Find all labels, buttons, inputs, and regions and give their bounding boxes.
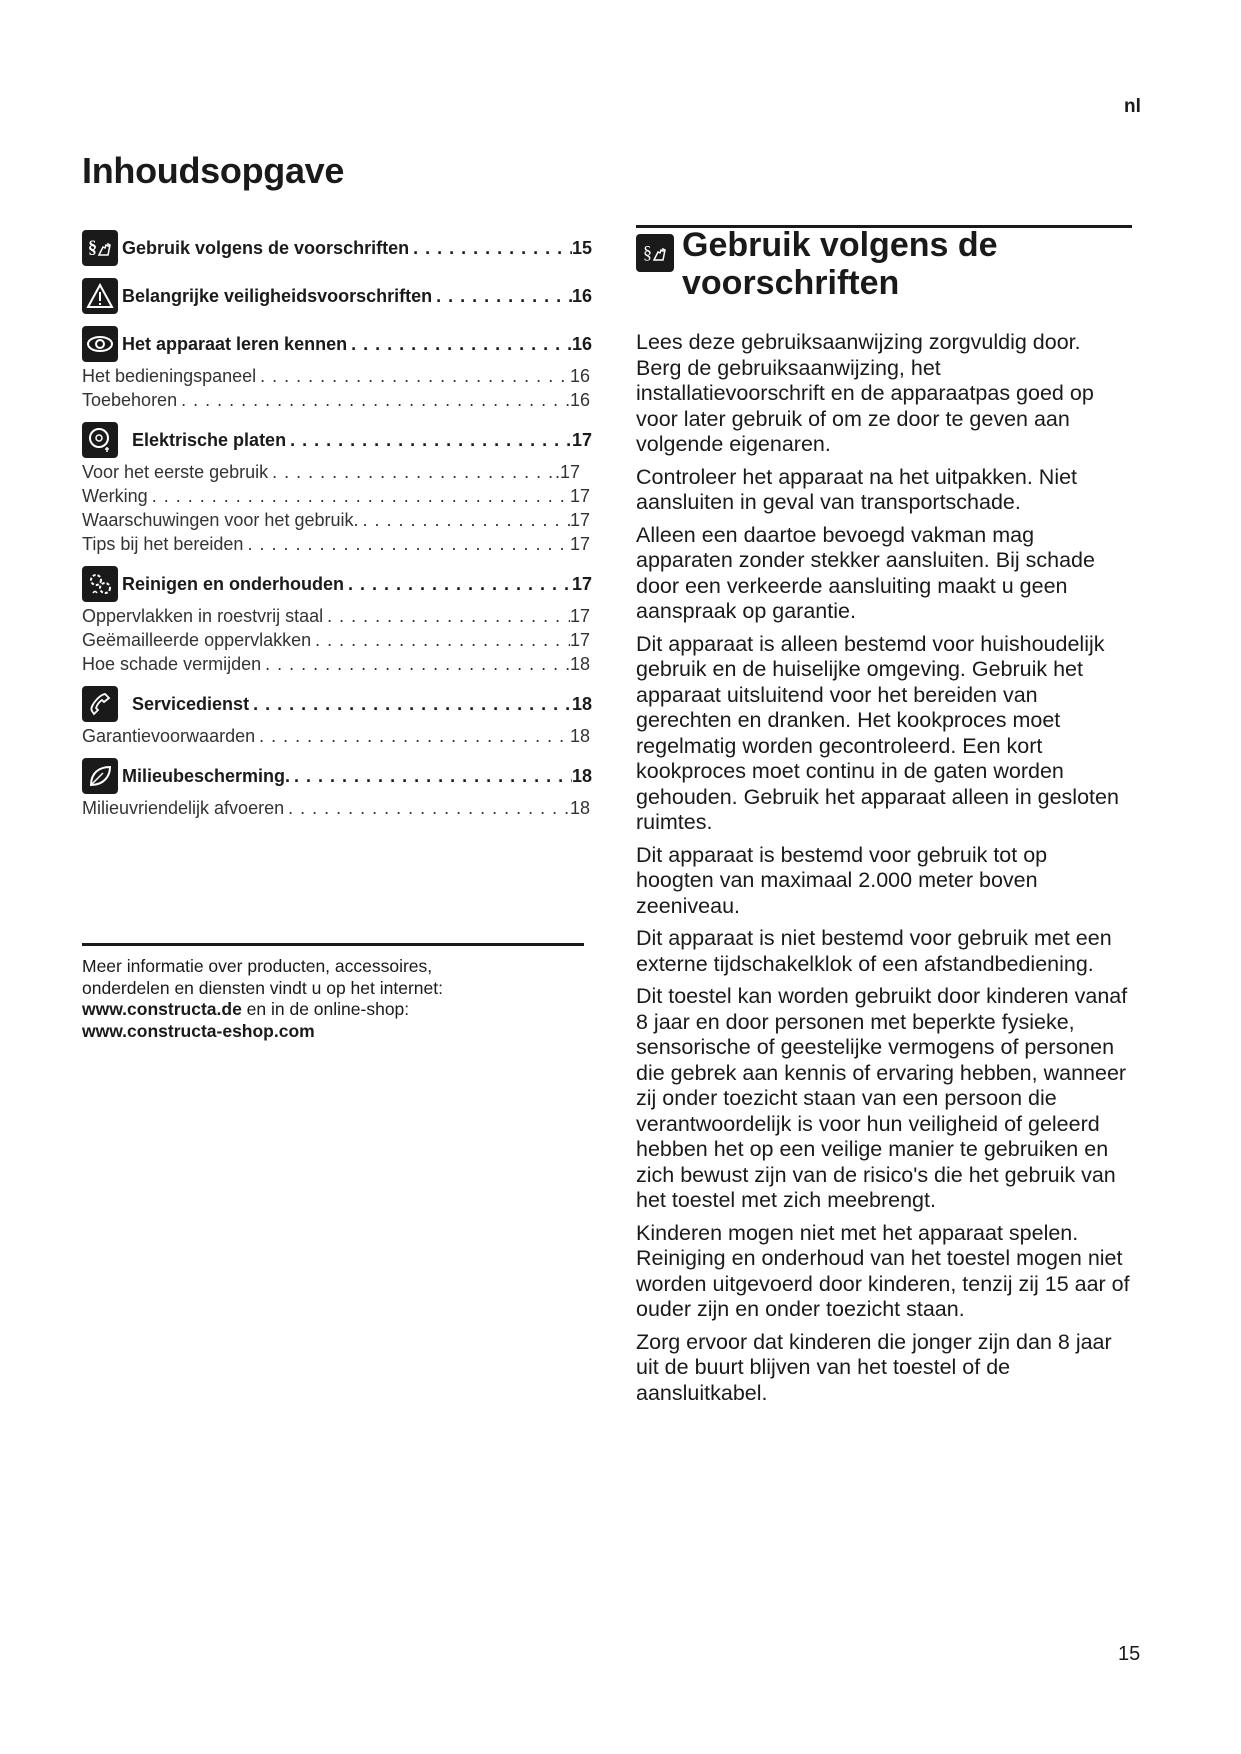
table-of-contents [82, 150, 592, 828]
paragraph: Zorg ervoor dat kinderen die jonger zijn dan 8 jaar uit de buurt blijven van het toestel of de aansluitkabel. [636, 1329, 1112, 1405]
toc-section[interactable] [82, 324, 592, 412]
svg-text:§: § [643, 242, 652, 262]
toc-page-number: 18 [571, 693, 592, 714]
section-hand-icon [82, 230, 118, 266]
paragraph: Dit apparaat is bestemd voor gebruik tot op hoogten van maximaal 2.000 meter boven zeeniveau. [636, 842, 1048, 918]
toc-subentry[interactable]: Hoe schade vermijden . . . 18 [82, 652, 590, 676]
toc-section[interactable] [82, 276, 592, 316]
svg-text:§: § [88, 237, 97, 257]
toc-page-number: 17 [571, 573, 592, 594]
toc-subentry[interactable]: Garantievoorwaarden . . . 18 [82, 724, 590, 748]
toc-entry-title[interactable]: Belangrijke veiligheidsvoorschriften [122, 285, 433, 306]
toc-page-number: 15 [571, 237, 592, 258]
eye-icon [82, 326, 118, 362]
phone-service-icon [82, 686, 118, 722]
section-hand-icon [636, 234, 674, 272]
section-body [636, 330, 1130, 1406]
leaf-icon [82, 758, 118, 794]
section-title: Gebruik volgens de voorschriften [682, 226, 998, 302]
paragraph: Dit apparaat is niet bestemd voor gebruik met een externe tijdschakelklok of een afstandbediening. [636, 926, 1112, 976]
toc-subentry[interactable]: Toebehoren . . . 16 [82, 388, 590, 412]
toc-entry-title[interactable]: Milieubescherming. [122, 765, 291, 786]
toc-section[interactable] [82, 684, 592, 748]
toc-section[interactable] [82, 420, 592, 556]
toc-entry-title[interactable]: Gebruik volgens de voorschriften [122, 237, 410, 258]
toc-page-number: 16 [571, 333, 592, 354]
warning-triangle-icon [82, 278, 118, 314]
toc-subentry[interactable]: Geëmailleerde oppervlakken . . . 17 [82, 628, 590, 652]
toc-subentry[interactable]: Oppervlakken in roestvrij staal . . . 17 [82, 604, 590, 628]
paragraph: Lees deze gebruiksaanwijzing zorgvuldig door. Berg de gebruiksaanwijzing, het installatievoorschrift en de apparaatpas goed op voor later gebruik of om ze door te geven aan volgende eigenaren. [636, 330, 1094, 456]
toc-title: Inhoudsopgave [82, 150, 345, 191]
language-code: nl [1124, 96, 1141, 117]
toc-entry-title[interactable]: Elektrische platen [132, 429, 287, 450]
divider [82, 943, 584, 946]
toc-entry-title[interactable]: Het apparaat leren kennen [122, 333, 348, 354]
toc-page-number: 18 [571, 765, 592, 786]
paragraph: Controleer het apparaat na het uitpakken. Niet aansluiten in geval van transportschade. [636, 464, 1078, 514]
eshop-link[interactable]: www.constructa-eshop.com [82, 1020, 315, 1041]
toc-entry-title[interactable]: Servicedienst [132, 693, 250, 714]
paragraph: Alleen een daartoe bevoegd vakman mag apparaten zonder stekker aansluiten. Bij schade door een verkeerde aansluiting maakt u geen aanspraak op garantie. [636, 522, 1095, 623]
toc-subentry[interactable]: Tips bij het bereiden . . . 17 [82, 532, 590, 556]
toc-section[interactable] [82, 756, 592, 820]
toc-subentry[interactable]: Het bedieningspaneel . . . 16 [82, 364, 590, 388]
hotplate-icon [82, 422, 118, 458]
paragraph: Kinderen mogen niet met het apparaat spelen. Reiniging en onderhoud van het toestel mogen niet worden uitgevoerd door kinderen, tenzij zij 15 aar of ouder zijn en onder toezicht staan. [636, 1220, 1130, 1321]
section-content [636, 224, 1130, 1413]
toc-subentry[interactable]: Waarschuwingen voor het gebruik. . . . 17 [82, 508, 590, 532]
toc-entry-title[interactable]: Reinigen en onderhouden [122, 573, 345, 594]
toc-subentry[interactable]: Voor het eerste gebruik . . . .17 [82, 460, 580, 484]
toc-subentry[interactable]: Milieuvriendelijk afvoeren . . . 18 [82, 796, 590, 820]
toc-page-number: 16 [571, 285, 592, 306]
page-number: 15 [1118, 1643, 1141, 1665]
paragraph: Dit toestel kan worden gebruikt door kinderen vanaf 8 jaar en door personen met beperkte fysieke, sensorische of geestelijke vermogens of personen die gebrek aan kennis of ervaring hebben, wanneer zij onder toezicht staan van een persoon die verantwoordelijk is voor hun veiligheid of geleerd hebben het op een veilige manier te gebruiken en zich bewust zijn van de risico's die het gebruik van het toestel met zich meebrengt. [636, 984, 1128, 1212]
section-heading [636, 226, 1130, 302]
paragraph: Dit apparaat is alleen bestemd voor huishoudelijk gebruik en de huiselijke omgeving. Gebruik het apparaat uitsluitend voor het bereiden van gerechten en dranken. Het kookproces moet regelmatig worden gecontroleerd. Een kort kookproces moet continu in de gaten worden gehouden. Gebruik het apparaat alleen in gesloten ruimtes. [636, 631, 1119, 834]
toc-page-number: 17 [571, 429, 592, 450]
toc-subentry[interactable]: Werking . . . 17 [82, 484, 590, 508]
website-link[interactable]: www.constructa.de [82, 999, 242, 1019]
more-info-text: Meer informatie over producten, accessoires, onderdelen en diensten vindt u op het internet: www.constructa.de en in de online-shop: www.constructa-eshop.com [82, 956, 443, 1041]
cleaning-gears-icon [82, 566, 118, 602]
toc-section[interactable] [82, 564, 592, 676]
toc-section[interactable] [82, 228, 592, 268]
